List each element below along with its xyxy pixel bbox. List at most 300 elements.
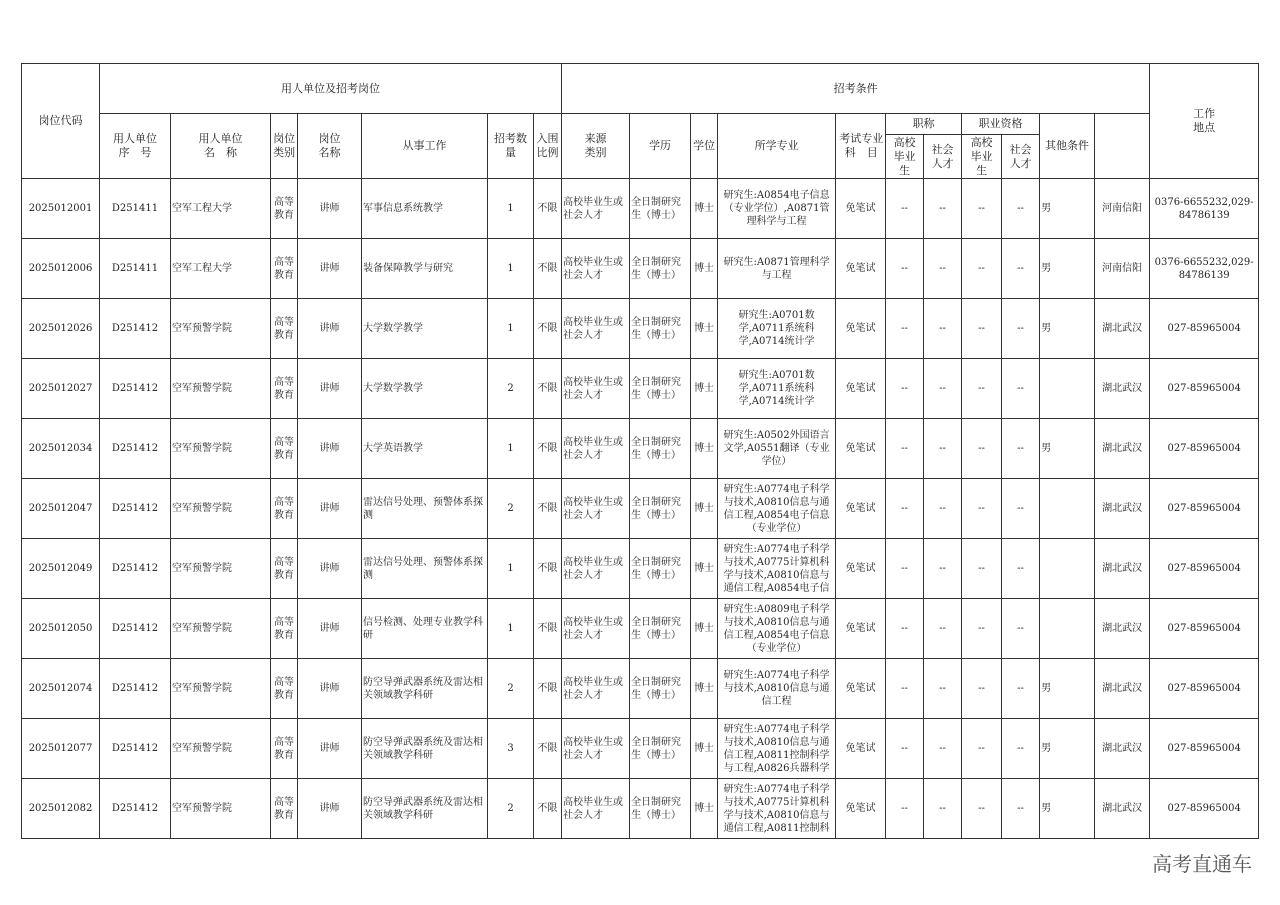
cell-unit-name-text: 空军预警学院 [172, 683, 232, 694]
cell-unit-name-text: 空军预警学院 [172, 503, 232, 514]
cell-degree [691, 599, 718, 659]
cell-work-text: 防空导弹武器系统及雷达相关领域教学科研 [363, 676, 483, 701]
cell-unit-seq [100, 539, 171, 599]
cell-work-location-text: 湖北武汉 [1102, 623, 1143, 634]
cell-post-category-text: 高等教育 [274, 256, 294, 281]
cell-title-social [924, 419, 962, 479]
cell-title-grad-text: -- [901, 443, 908, 454]
cell-qual-grad-text: -- [978, 263, 985, 274]
cell-degree [691, 659, 718, 719]
cell-education [630, 779, 691, 839]
cell-degree [691, 719, 718, 779]
cell-qual-social-text: -- [1017, 203, 1024, 214]
table-row [22, 479, 1259, 539]
cell-qual-social-text: -- [1017, 623, 1024, 634]
cell-work [362, 599, 488, 659]
cell-phone [1150, 539, 1259, 599]
cell-unit-seq-text: D251412 [111, 743, 159, 754]
cell-post-category [271, 719, 298, 779]
header-other: 其他条件 [1040, 114, 1095, 179]
cell-qual-grad-text: -- [978, 563, 985, 574]
header-group-unit: 用人单位及招考岗位 [100, 64, 562, 114]
cell-unit-name [171, 479, 271, 539]
cell-exam-subject [836, 479, 886, 539]
cell-unit-name [171, 299, 271, 359]
cell-phone-text: 027-85965004 [1167, 743, 1241, 754]
cell-unit-seq-text: D251412 [111, 323, 159, 334]
cell-work-location-text: 湖北武汉 [1102, 443, 1143, 454]
cell-exam-subject-text: 免笔试 [845, 683, 876, 694]
cell-post-name-text: 讲师 [319, 203, 340, 214]
table-row [22, 659, 1259, 719]
cell-post-category-text: 高等教育 [274, 496, 294, 521]
cell-phone-text: 0376-6655232,029-84786139 [1154, 256, 1254, 281]
cell-exam-subject [836, 779, 886, 839]
cell-post-category-text: 高等教育 [274, 436, 294, 461]
cell-phone-text: 027-85965004 [1167, 383, 1241, 394]
header-title-group: 职称 [886, 114, 962, 135]
cell-work [362, 359, 488, 419]
cell-work [362, 479, 488, 539]
cell-exam-subject-text: 免笔试 [845, 443, 876, 454]
cell-unit-name-text: 空军预警学院 [172, 383, 232, 394]
header-major: 所学专业 [718, 114, 836, 179]
cell-work-text: 防空导弹武器系统及雷达相关领域教学科研 [363, 796, 483, 821]
cell-unit-seq-text: D251412 [111, 443, 159, 454]
cell-education [630, 719, 691, 779]
cell-exam-subject [836, 539, 886, 599]
cell-work-text: 大学数学教学 [363, 383, 423, 394]
cell-position-code [22, 479, 100, 539]
cell-title-grad-text: -- [901, 383, 908, 394]
table-row [22, 359, 1259, 419]
cell-title-social-text: -- [939, 203, 946, 214]
cell-exam-subject [836, 299, 886, 359]
cell-major [718, 539, 836, 599]
cell-qual-grad [962, 359, 1002, 419]
cell-work-text: 防空导弹武器系统及雷达相关领域教学科研 [363, 736, 483, 761]
cell-other [1040, 659, 1095, 719]
cell-source-text: 高校毕业生或社会人才 [563, 676, 624, 701]
cell-exam-subject-text: 免笔试 [845, 383, 876, 394]
cell-source [562, 599, 630, 659]
cell-ratio [534, 599, 562, 659]
cell-education-text: 全日制研究生（博士） [631, 436, 682, 461]
cell-unit-seq [100, 299, 171, 359]
cell-major [718, 179, 836, 239]
cell-title-grad [886, 479, 924, 539]
cell-ratio-text: 不限 [537, 383, 558, 394]
cell-ratio [534, 359, 562, 419]
cell-quota [488, 599, 534, 659]
cell-education [630, 179, 691, 239]
cell-source-text: 高校毕业生或社会人才 [563, 736, 624, 761]
cell-unit-name-text: 空军预警学院 [172, 743, 232, 754]
cell-education-text: 全日制研究生（博士） [631, 376, 682, 401]
cell-post-name [298, 719, 362, 779]
cell-post-name [298, 239, 362, 299]
header-post-name [298, 114, 362, 179]
cell-major-text: 研究生:A0774电子科学与技术,A0775计算机科学与技术,A0810信息与通信工程,A0811控制科 [723, 783, 830, 834]
cell-quota-text: 2 [507, 503, 514, 514]
cell-other [1040, 779, 1095, 839]
cell-work [362, 779, 488, 839]
cell-post-category [271, 239, 298, 299]
header-unit-seq-text: 用人单位序 号 [112, 132, 157, 159]
cell-post-category-text: 高等教育 [274, 196, 294, 221]
cell-position-code-text: 2025012049 [28, 563, 93, 574]
cell-degree-text: 博士 [694, 383, 715, 394]
recruitment-table [21, 63, 1259, 839]
cell-exam-subject [836, 719, 886, 779]
cell-unit-seq [100, 779, 171, 839]
cell-education-text: 全日制研究生（博士） [631, 676, 682, 701]
header-post-name-text: 岗位名称 [318, 132, 341, 159]
cell-post-name [298, 479, 362, 539]
header-post-category [271, 114, 298, 179]
cell-post-category [271, 599, 298, 659]
cell-work-location-text: 湖北武汉 [1102, 503, 1143, 514]
cell-title-grad-text: -- [901, 743, 908, 754]
cell-other-text: 男 [1041, 743, 1052, 754]
cell-position-code [22, 719, 100, 779]
cell-quota-text: 1 [507, 563, 514, 574]
cell-phone-text: 027-85965004 [1167, 323, 1241, 334]
cell-title-grad-text: -- [901, 263, 908, 274]
cell-quota-text: 1 [507, 623, 514, 634]
cell-qual-grad [962, 419, 1002, 479]
cell-degree [691, 359, 718, 419]
header-qual-group: 职业资格 [962, 114, 1040, 135]
cell-other [1040, 179, 1095, 239]
cell-degree [691, 179, 718, 239]
cell-phone [1150, 719, 1259, 779]
cell-title-social [924, 779, 962, 839]
cell-position-code [22, 359, 100, 419]
cell-phone-text: 0376-6655232,029-84786139 [1154, 196, 1254, 221]
cell-qual-social-text: -- [1017, 263, 1024, 274]
cell-qual-social-text: -- [1017, 563, 1024, 574]
cell-qual-social-text: -- [1017, 383, 1024, 394]
cell-quota-text: 2 [507, 683, 514, 694]
cell-title-grad [886, 299, 924, 359]
cell-phone [1150, 419, 1259, 479]
cell-work-text: 大学英语教学 [363, 443, 423, 454]
cell-exam-subject [836, 659, 886, 719]
cell-unit-name-text: 空军工程大学 [172, 263, 232, 274]
cell-major-text: 研究生:A0871管理科学与工程 [723, 256, 830, 281]
cell-work-location-text: 河南信阳 [1102, 263, 1143, 274]
cell-source [562, 419, 630, 479]
table-row [22, 719, 1259, 779]
cell-qual-social-text: -- [1017, 323, 1024, 334]
cell-unit-seq-text: D251412 [111, 683, 159, 694]
header-qual-social [1002, 135, 1040, 179]
cell-post-name [298, 599, 362, 659]
cell-education-text: 全日制研究生（博士） [631, 796, 682, 821]
cell-title-social-text: -- [939, 623, 946, 634]
cell-work-location [1095, 179, 1150, 239]
cell-unit-seq-text: D251412 [111, 503, 159, 514]
cell-position-code-text: 2025012034 [28, 443, 93, 454]
cell-position-code [22, 779, 100, 839]
cell-ratio-text: 不限 [537, 263, 558, 274]
cell-qual-grad-text: -- [978, 383, 985, 394]
cell-post-name-text: 讲师 [319, 503, 340, 514]
table-row [22, 239, 1259, 299]
cell-unit-name [171, 659, 271, 719]
cell-source [562, 719, 630, 779]
cell-title-grad [886, 239, 924, 299]
cell-other-text: 男 [1041, 803, 1052, 814]
cell-quota [488, 239, 534, 299]
cell-qual-social-text: -- [1017, 803, 1024, 814]
cell-work-location-text: 湖北武汉 [1102, 563, 1143, 574]
cell-title-social-text: -- [939, 263, 946, 274]
cell-post-name [298, 419, 362, 479]
table-row [22, 539, 1259, 599]
cell-work-location [1095, 779, 1150, 839]
cell-work-location [1095, 299, 1150, 359]
cell-qual-grad [962, 479, 1002, 539]
cell-title-social [924, 179, 962, 239]
cell-source-text: 高校毕业生或社会人才 [563, 376, 624, 401]
cell-qual-grad-text: -- [978, 803, 985, 814]
cell-major-text: 研究生:A0854电子信息（专业学位）,A0871管理科学与工程 [723, 190, 830, 227]
header-quota: 招考数量 [488, 114, 534, 179]
cell-degree-text: 博士 [694, 323, 715, 334]
table-row [22, 179, 1259, 239]
cell-source [562, 479, 630, 539]
cell-phone-text: 027-85965004 [1167, 683, 1241, 694]
cell-phone-text: 027-85965004 [1167, 503, 1241, 514]
header-source [562, 114, 630, 179]
cell-phone [1150, 659, 1259, 719]
cell-quota [488, 479, 534, 539]
cell-source-text: 高校毕业生或社会人才 [563, 796, 624, 821]
cell-qual-social [1002, 719, 1040, 779]
cell-degree-text: 博士 [694, 503, 715, 514]
header-qual-grad-text: 高校毕业生 [970, 135, 993, 177]
cell-title-social [924, 359, 962, 419]
cell-work [362, 419, 488, 479]
cell-ratio [534, 479, 562, 539]
cell-qual-grad [962, 179, 1002, 239]
cell-exam-subject-text: 免笔试 [845, 623, 876, 634]
header-ratio [534, 114, 562, 179]
cell-position-code [22, 419, 100, 479]
cell-work-location [1095, 539, 1150, 599]
cell-other [1040, 239, 1095, 299]
cell-work-location [1095, 419, 1150, 479]
cell-qual-grad [962, 659, 1002, 719]
cell-qual-social [1002, 299, 1040, 359]
cell-quota-text: 1 [507, 323, 514, 334]
cell-qual-social [1002, 419, 1040, 479]
cell-other [1040, 299, 1095, 359]
cell-education [630, 239, 691, 299]
cell-other-text: 男 [1041, 443, 1052, 454]
cell-title-social-text: -- [939, 503, 946, 514]
cell-unit-name-text: 空军预警学院 [172, 803, 232, 814]
cell-work [362, 659, 488, 719]
header-work-location-text: 工作地点 [1193, 107, 1216, 134]
cell-post-name-text: 讲师 [319, 743, 340, 754]
cell-degree [691, 239, 718, 299]
cell-qual-grad [962, 299, 1002, 359]
cell-post-name [298, 659, 362, 719]
cell-source-text: 高校毕业生或社会人才 [563, 316, 624, 341]
cell-title-grad [886, 779, 924, 839]
cell-ratio [534, 659, 562, 719]
cell-position-code [22, 599, 100, 659]
cell-title-grad-text: -- [901, 503, 908, 514]
cell-ratio-text: 不限 [537, 443, 558, 454]
cell-education-text: 全日制研究生（博士） [631, 196, 682, 221]
cell-ratio-text: 不限 [537, 563, 558, 574]
cell-major-text: 研究生:A0809电子科学与技术,A0810信息与通信工程,A0854电子信息（专业学位） [723, 603, 830, 654]
cell-exam-subject-text: 免笔试 [845, 263, 876, 274]
cell-qual-grad-text: -- [978, 743, 985, 754]
cell-work-location-text: 湖北武汉 [1102, 383, 1143, 394]
cell-qual-social-text: -- [1017, 683, 1024, 694]
cell-unit-seq-text: D251411 [111, 203, 159, 214]
cell-title-social-text: -- [939, 683, 946, 694]
cell-source [562, 359, 630, 419]
cell-exam-subject [836, 599, 886, 659]
cell-title-social [924, 239, 962, 299]
cell-ratio [534, 779, 562, 839]
cell-ratio [534, 179, 562, 239]
cell-phone-text: 027-85965004 [1167, 623, 1241, 634]
cell-title-social-text: -- [939, 323, 946, 334]
cell-unit-name-text: 空军预警学院 [172, 563, 232, 574]
header-post-category-text: 岗位类别 [273, 132, 296, 159]
cell-education [630, 419, 691, 479]
cell-post-category [271, 419, 298, 479]
cell-post-name-text: 讲师 [319, 563, 340, 574]
cell-phone-text: 027-85965004 [1167, 803, 1241, 814]
header-unit-name-text: 用人单位名 称 [198, 132, 243, 159]
cell-ratio [534, 299, 562, 359]
cell-post-name [298, 299, 362, 359]
cell-title-grad-text: -- [901, 683, 908, 694]
cell-ratio-text: 不限 [537, 623, 558, 634]
cell-work-location-text: 湖北武汉 [1102, 743, 1143, 754]
cell-education-text: 全日制研究生（博士） [631, 556, 682, 581]
cell-title-social [924, 539, 962, 599]
table-row [22, 299, 1259, 359]
cell-ratio [534, 239, 562, 299]
cell-exam-subject-text: 免笔试 [845, 743, 876, 754]
cell-ratio-text: 不限 [537, 743, 558, 754]
cell-qual-social-text: -- [1017, 503, 1024, 514]
cell-phone [1150, 359, 1259, 419]
cell-source-text: 高校毕业生或社会人才 [563, 256, 624, 281]
cell-source [562, 659, 630, 719]
cell-quota [488, 539, 534, 599]
cell-education-text: 全日制研究生（博士） [631, 316, 682, 341]
cell-other-text: 男 [1041, 683, 1052, 694]
cell-qual-grad-text: -- [978, 203, 985, 214]
cell-unit-seq [100, 359, 171, 419]
cell-ratio-text: 不限 [537, 803, 558, 814]
cell-unit-seq-text: D251412 [111, 563, 159, 574]
cell-major [718, 479, 836, 539]
cell-work-text: 大学数学教学 [363, 323, 423, 334]
cell-unit-seq-text: D251412 [111, 803, 159, 814]
cell-qual-social [1002, 239, 1040, 299]
cell-unit-seq [100, 719, 171, 779]
cell-quota [488, 719, 534, 779]
cell-major [718, 719, 836, 779]
cell-position-code-text: 2025012026 [28, 323, 93, 334]
cell-post-category-text: 高等教育 [274, 316, 294, 341]
cell-position-code [22, 659, 100, 719]
cell-major [718, 419, 836, 479]
cell-other-text: 男 [1041, 323, 1052, 334]
cell-post-category-text: 高等教育 [274, 796, 294, 821]
cell-post-category-text: 高等教育 [274, 616, 294, 641]
cell-degree-text: 博士 [694, 203, 715, 214]
cell-exam-subject-text: 免笔试 [845, 323, 876, 334]
header-education: 学历 [630, 114, 691, 179]
cell-title-social-text: -- [939, 563, 946, 574]
header-exam-subject [836, 114, 886, 179]
cell-unit-name-text: 空军工程大学 [172, 203, 232, 214]
cell-degree-text: 博士 [694, 443, 715, 454]
cell-education-text: 全日制研究生（博士） [631, 496, 682, 521]
cell-title-grad [886, 599, 924, 659]
cell-work-location [1095, 239, 1150, 299]
cell-education-text: 全日制研究生（博士） [631, 256, 682, 281]
cell-title-social [924, 659, 962, 719]
cell-title-grad [886, 539, 924, 599]
cell-education [630, 299, 691, 359]
cell-degree-text: 博士 [694, 263, 715, 274]
cell-unit-name [171, 719, 271, 779]
cell-source-text: 高校毕业生或社会人才 [563, 496, 624, 521]
cell-phone [1150, 599, 1259, 659]
cell-education [630, 659, 691, 719]
cell-title-grad-text: -- [901, 323, 908, 334]
cell-ratio-text: 不限 [537, 683, 558, 694]
cell-position-code-text: 2025012050 [28, 623, 93, 634]
cell-major-text: 研究生:A0701数学,A0711系统科学,A0714统计学 [738, 310, 815, 347]
header-work: 从事工作 [362, 114, 488, 179]
cell-quota-text: 3 [507, 743, 514, 754]
cell-qual-grad [962, 539, 1002, 599]
cell-qual-social-text: -- [1017, 443, 1024, 454]
cell-degree-text: 博士 [694, 563, 715, 574]
cell-position-code [22, 299, 100, 359]
cell-post-category [271, 659, 298, 719]
cell-education-text: 全日制研究生（博士） [631, 736, 682, 761]
cell-other-text: 男 [1041, 203, 1052, 214]
cell-work [362, 719, 488, 779]
cell-quota-text: 2 [507, 383, 514, 394]
cell-title-grad-text: -- [901, 563, 908, 574]
cell-work-location-text: 湖北武汉 [1102, 683, 1143, 694]
cell-quota [488, 659, 534, 719]
cell-quota-text: 1 [507, 203, 514, 214]
cell-ratio-text: 不限 [537, 503, 558, 514]
cell-unit-name [171, 419, 271, 479]
cell-quota-text: 1 [507, 263, 514, 274]
cell-work [362, 539, 488, 599]
cell-exam-subject-text: 免笔试 [845, 563, 876, 574]
header-qual-social-text: 社会人才 [1009, 142, 1032, 170]
